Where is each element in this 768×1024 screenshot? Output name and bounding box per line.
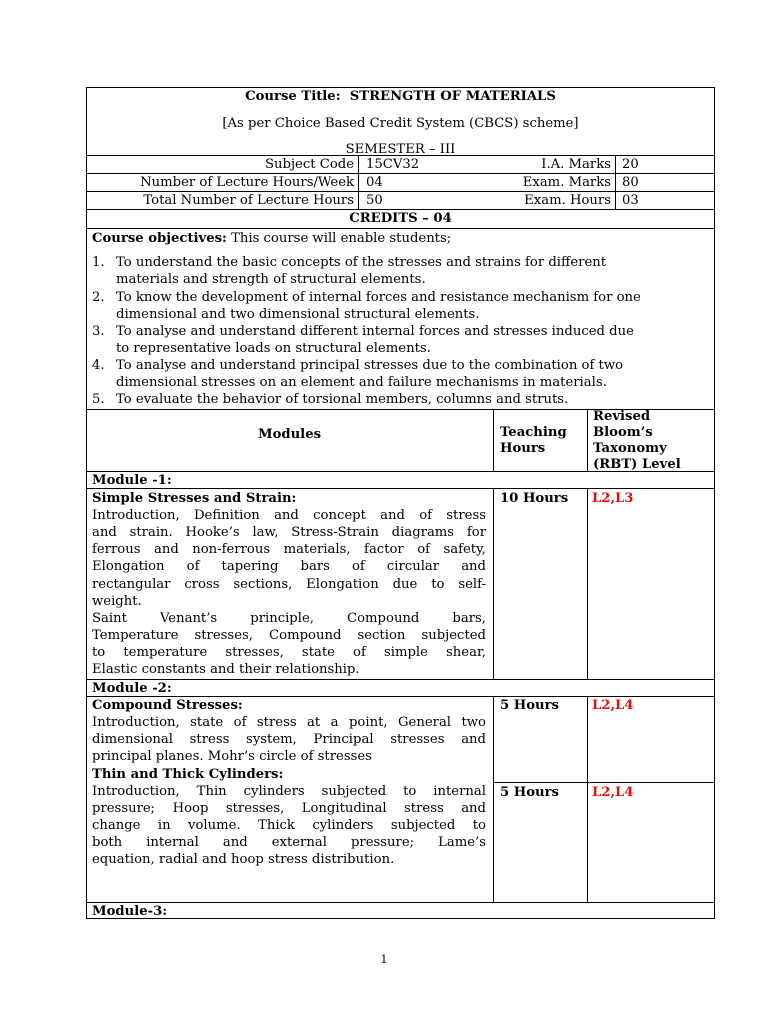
exam-hours-label: Exam. Hours (524, 193, 611, 208)
divider (587, 409, 588, 471)
ia-marks-label: I.A. Marks (541, 157, 611, 172)
objective-number: 4. (92, 358, 105, 373)
exam-marks-label: Exam. Marks (522, 175, 611, 190)
objective-number: 2. (92, 290, 105, 305)
module-1-line: and strain. Hooke’s law, Stress-Strain diagrams for (92, 525, 486, 540)
module-2-line: Introduction, state of stress at a point, General two (92, 715, 486, 730)
module-1-rbt: L2,L3 (592, 491, 634, 506)
divider (86, 488, 715, 489)
objective-line: to representative loads on structural elements. (116, 341, 431, 356)
module-1-line: ferrous and non-ferrous materials, factor of safety, (92, 542, 486, 557)
module-1-line: Saint Venant’s principle, Compound bars, (92, 611, 486, 626)
objective-line: dimensional and two dimensional structural elements. (116, 307, 480, 322)
exam-hours-value: 03 (622, 193, 639, 208)
divider (86, 679, 715, 680)
scheme-note: [As per Choice Based Credit System (CBCS) scheme] (222, 116, 579, 131)
module-2-line: principal planes. Mohr’s circle of stresses (92, 749, 372, 764)
semester: SEMESTER – III (345, 142, 456, 157)
module-1-hours: 10 Hours (500, 491, 569, 506)
divider (86, 228, 715, 229)
divider (493, 696, 494, 902)
total-lecture-hours-value: 50 (366, 193, 383, 208)
module-1-label: Module -1: (92, 473, 172, 488)
subject-code-value: 15CV32 (366, 157, 420, 172)
module-1-heading: Simple Stresses and Strain: (92, 491, 297, 506)
module-2-line: both internal and external pressure; Lame’s (92, 835, 486, 850)
objective-line: To evaluate the behavior of torsional members, columns and struts. (116, 392, 569, 407)
module-1-line: rectangular cross sections, Elongation due to self- (92, 577, 486, 592)
module-3-label: Module-3: (92, 904, 168, 919)
objective-line: dimensional stresses on an element and failure mechanisms in materials. (116, 375, 607, 390)
objective-number: 1. (92, 255, 105, 270)
module-2-heading-compound: Compound Stresses: (92, 698, 243, 713)
lecture-hours-week-value: 04 (366, 175, 383, 190)
module-2-line: Introduction, Thin cylinders subjected to internal (92, 784, 486, 799)
module-2-line: change in volume. Thick cylinders subjected to (92, 818, 486, 833)
module-2-label: Module -2: (92, 681, 172, 696)
module-1-line: Temperature stresses, Compound section subjected (92, 628, 486, 643)
objectives-intro: Course objectives: This course will enable students; (92, 231, 452, 246)
module-2-heading-cylinders: Thin and Thick Cylinders: (92, 767, 284, 782)
module-1-line: Elongation of tapering bars of circular and (92, 559, 486, 574)
objective-number: 3. (92, 324, 105, 339)
ia-marks-value: 20 (622, 157, 639, 172)
module-2-line: dimensional stress system, Principal stresses and (92, 732, 486, 747)
divider (493, 409, 494, 471)
total-lecture-hours-label: Total Number of Lecture Hours (143, 193, 354, 208)
objective-line: To analyse and understand principal stresses due to the combination of two (116, 358, 624, 373)
divider (358, 155, 359, 209)
modules-header: Modules (257, 427, 322, 442)
objective-number: 5. (92, 392, 105, 407)
exam-marks-value: 80 (622, 175, 639, 190)
objective-line: materials and strength of structural elements. (116, 272, 426, 287)
divider (615, 155, 616, 209)
divider (587, 488, 588, 679)
divider (587, 696, 588, 902)
module-1-line: to temperature stresses, state of simple shear, (92, 645, 486, 660)
divider (493, 488, 494, 679)
module-2-line: pressure; Hoop stresses, Longitudinal stress and (92, 801, 486, 816)
credits: CREDITS – 04 (349, 211, 452, 226)
teaching-hours-header: Teaching Hours (500, 425, 567, 456)
subject-code-label: Subject Code (264, 157, 354, 172)
module-2-line: equation, radial and hoop stress distribution. (92, 852, 395, 867)
objective-line: To understand the basic concepts of the stresses and strains for different (116, 255, 607, 270)
divider (493, 782, 715, 783)
lecture-hours-week-label: Number of Lecture Hours/Week (140, 175, 354, 190)
page-number: 1 (380, 953, 388, 966)
objective-line: To analyse and understand different internal forces and stresses induced due (116, 324, 634, 339)
module-2-hours-cylinders: 5 Hours (500, 785, 559, 800)
rbt-level-header: Revised Bloom’s Taxonomy (RBT) Level (593, 409, 681, 472)
course-title: Course Title: STRENGTH OF MATERIALS (245, 89, 556, 104)
divider (86, 902, 715, 903)
objective-line: To know the development of internal forces and resistance mechanism for one (116, 290, 641, 305)
module-2-hours-compound: 5 Hours (500, 698, 559, 713)
module-2-rbt-compound: L2,L4 (592, 698, 634, 713)
module-1-line: weight. (92, 594, 142, 609)
module-1-line: Introduction, Definition and concept and of stress (92, 508, 486, 523)
module-2-rbt-cylinders: L2,L4 (592, 785, 634, 800)
module-1-line: Elastic constants and their relationship. (92, 662, 360, 677)
